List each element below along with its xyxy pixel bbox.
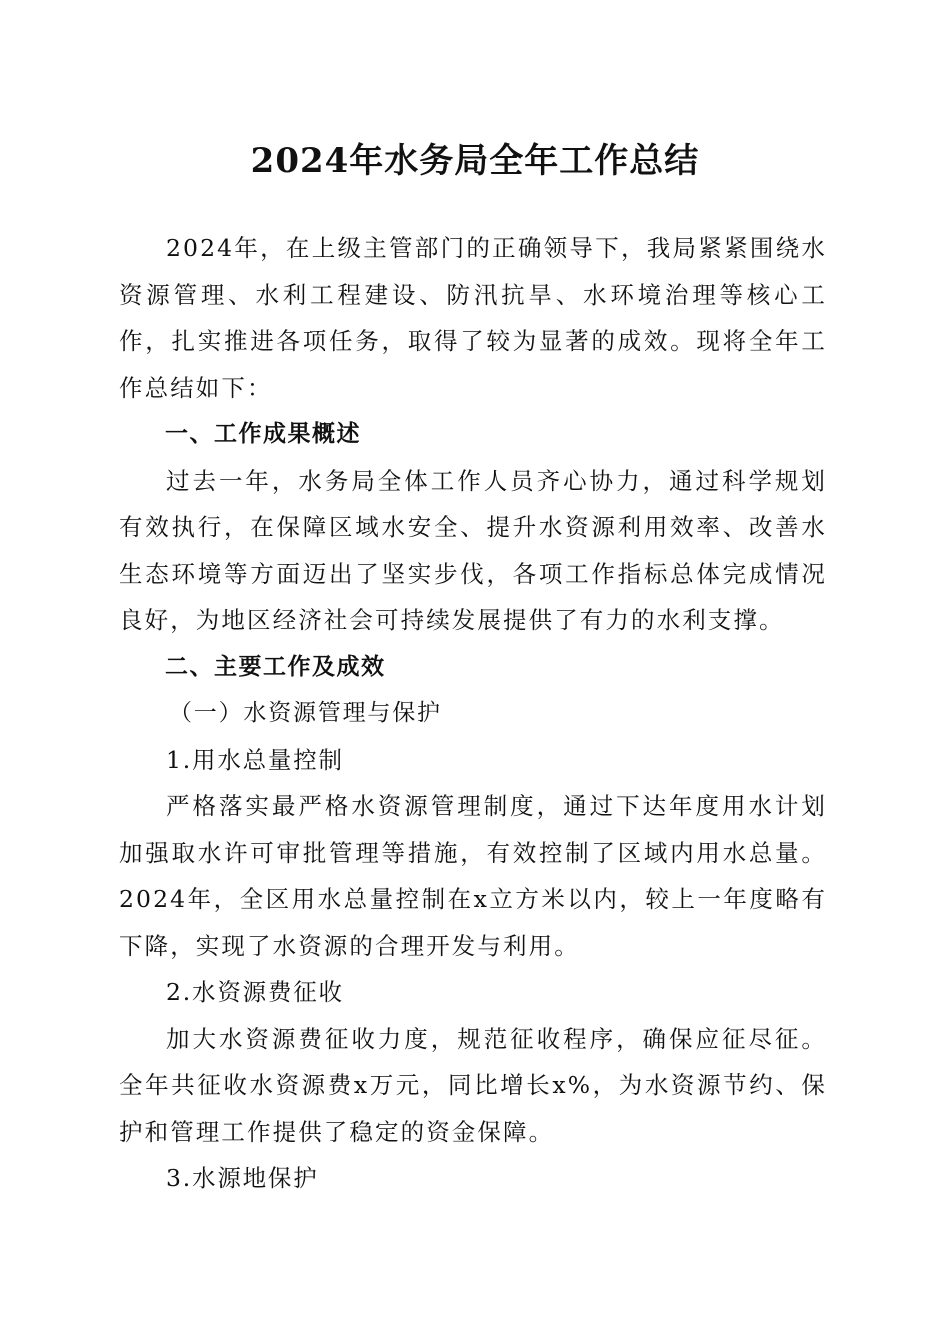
- document-body: [119, 225, 827, 1202]
- item-3-heading: 3.水源地保护: [166, 1164, 319, 1192]
- subsection-1-heading: （一）水资源管理与保护: [169, 700, 442, 726]
- section-1-paragraph: 过去一年，水务局全体工作人员齐心协力，通过科学规划有效执行，在保障区域水安全、提升水资源利用效率、改善水生态环境等方面迈出了坚实步伐，各项工作指标总体完成情况良好，为地区经济社会可持续发展提供了有力的水利支撑。: [119, 466, 827, 634]
- item-1-heading: 1.用水总量控制: [166, 745, 344, 774]
- document-title: 2024年水务局全年工作总结: [250, 141, 700, 181]
- item-2-heading: 2.水资源费征收: [166, 978, 344, 1006]
- section-1-heading: 一、工作成果概述: [165, 421, 361, 447]
- item-2-paragraph: 加大水资源费征收力度，规范征收程序，确保应征尽征。全年共征收水资源费x万元，同比增长x%，为水资源节约、保护和管理工作提供了稳定的资金保障。: [119, 1024, 827, 1146]
- intro-paragraph: 2024年，在上级主管部门的正确领导下，我局紧紧围绕水资源管理、水利工程建设、防汛抗旱、水环境治理等核心工作，扎实推进各项任务，取得了较为显著的成效。现将全年工作总结如下：: [119, 234, 827, 402]
- section-2-heading: 二、主要工作及成效: [165, 653, 386, 680]
- item-1-paragraph: 严格落实最严格水资源管理制度，通过下达年度用水计划加强取水许可审批管理等措施，有效控制了区域内用水总量。2024年，全区用水总量控制在x立方米以内，较上一年度略有下降，实现了水资源的合理开发与利用。: [119, 792, 827, 960]
